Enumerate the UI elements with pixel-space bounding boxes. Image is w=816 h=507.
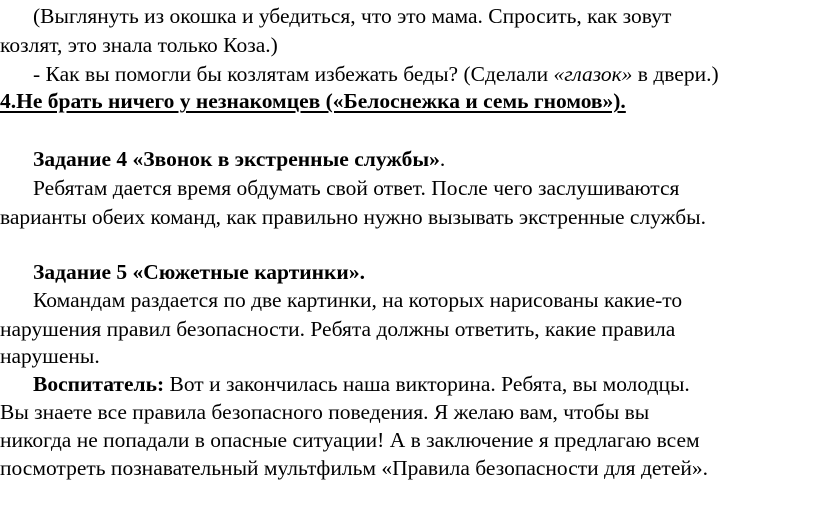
task-4-title: Задание 4 «Звонок в экстренные службы» bbox=[33, 147, 440, 171]
task-5-heading bbox=[33, 259, 365, 285]
text-line: посмотреть познавательный мультфильм «Правила безопасности для детей». bbox=[0, 456, 708, 480]
text-line: козлят, это знала только Коза.) bbox=[0, 33, 278, 57]
item-4-text: 4.Не брать ничего у незнакомцев («Белоснежка и семь гномов»). bbox=[0, 89, 626, 113]
text-line: никогда не попадали в опасные ситуации! А в заключение я предлагаю всем bbox=[0, 428, 700, 452]
teacher-label: Воспитатель: bbox=[33, 372, 165, 396]
task-4-period: . bbox=[439, 147, 446, 171]
task-5-title: Задание 5 «Сюжетные картинки». bbox=[33, 260, 365, 284]
teacher-text: Вот и закончилась наша викторина. Ребята, вы молодцы. bbox=[164, 372, 690, 396]
text-line: Ребятам дается время обдумать свой ответ. После чего заслушиваются bbox=[33, 176, 680, 200]
text-line: Командам раздается по две картинки, на которых нарисованы какие-то bbox=[33, 288, 683, 312]
text-line: варианты обеих команд, как правильно нужно вызывать экстренные службы. bbox=[0, 205, 707, 229]
italic-term: «глазок» bbox=[553, 62, 633, 86]
text-line: нарушения правил безопасности. Ребята должны ответить, какие правила bbox=[0, 317, 676, 341]
question-line bbox=[33, 61, 719, 87]
question-text: - Как вы помогли бы козлятам избежать беды? (Сделали bbox=[33, 62, 554, 86]
item-4-heading bbox=[0, 88, 626, 114]
text-line: Вы знаете все правила безопасного поведения. Я желаю вам, чтобы вы bbox=[0, 400, 650, 424]
question-text-end: в двери.) bbox=[632, 62, 719, 86]
teacher-line bbox=[33, 371, 690, 397]
task-4-heading bbox=[33, 146, 445, 172]
text-line: (Выглянуть из окошка и убедиться, что это мама. Спросить, как зовут bbox=[33, 4, 672, 28]
text-line: нарушены. bbox=[0, 344, 100, 368]
